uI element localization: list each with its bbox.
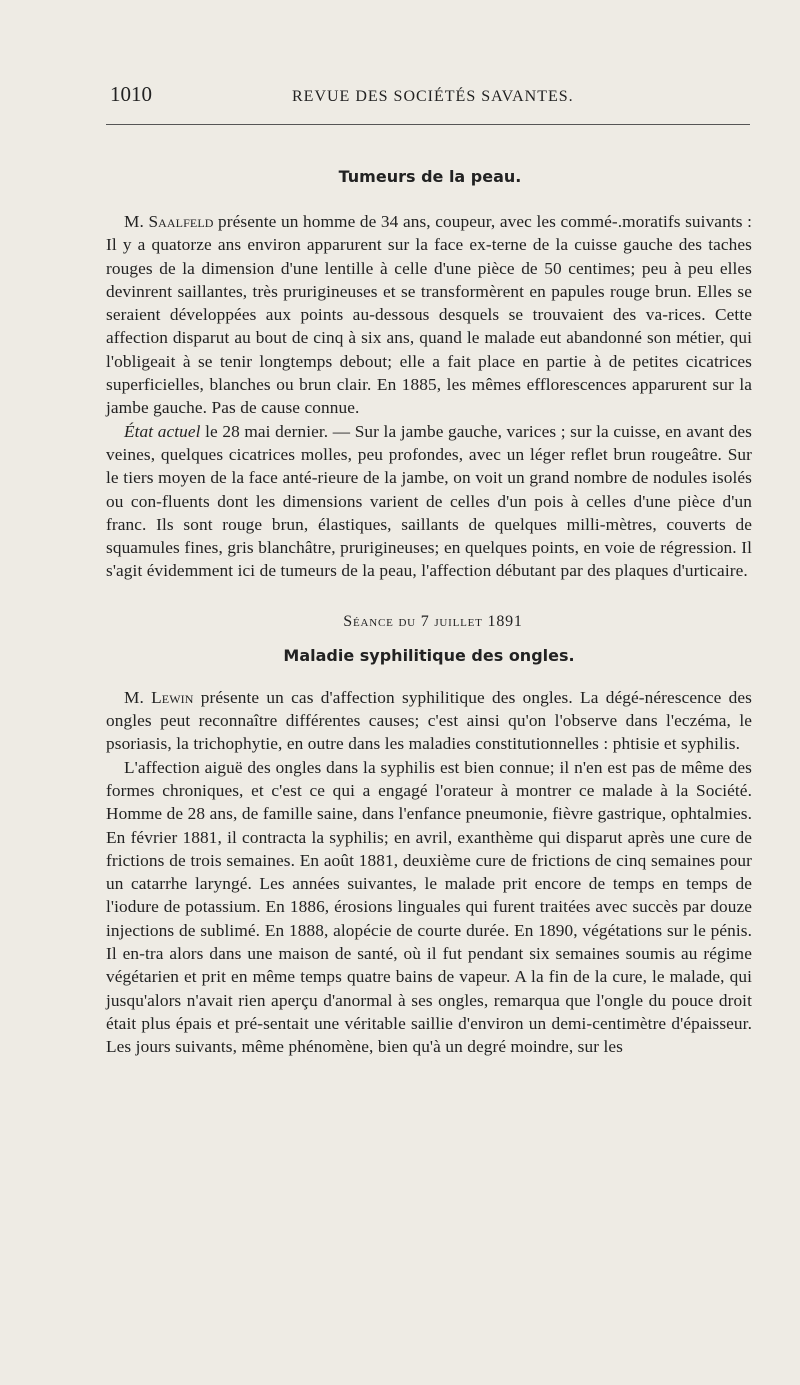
paragraph-prefix: M. — [124, 212, 149, 231]
running-title: REVUE DES SOCIÉTÉS SAVANTES. — [292, 88, 574, 105]
paragraph-etat-actuel — [106, 420, 752, 583]
section-title-ongles: Maladie syphilitique des ongles. — [283, 645, 575, 665]
author-name-saalfeld: Saalfeld — [148, 212, 214, 231]
seance-year: 1891 — [487, 612, 523, 630]
page-body — [106, 166, 752, 1059]
paragraph-text: présente un cas d'affection syphilitique des ongles. La dégé-nérescence des ongles peut reconnaître différentes causes; c'est ainsi qu'on l'observe dans l'eczéma, le psoriasis, la trichophytie, en outre dans les maladies constitutionnelles : phtisie et syphilis. — [106, 687, 752, 754]
paragraph-lewin — [106, 686, 752, 756]
author-name-lewin: Lewin — [151, 687, 194, 707]
paragraph-text: L'affection aiguë des ongles dans la syphilis est bien connue; il n'en est pas de même des formes chroniques, et c'est ce qui a engagé l'orateur à montrer ce malade à la Société. Homme de 28 ans, de famille saine, dans l'enfance pneumonie, fièvre gastrique, ophtalmies. En février 1881, il contracta la syphilis; en avril, exanthème qui disparut après une cure de frictions de trois semaines. En août 1881, deuxième cure de frictions de cinq semaines pour un catarrhe laryngé. Les années suivantes, le malade prit encore de temps en temps de l'iodure de potassium. En 1886, érosions linguales qui furent traitées avec succès par douze injections de sublimé. En 1888, alopécie de courte durée. En 1890, végétations sur le pénis. Il en-tra alors dans une maison de santé, où il fut pendant six semaines soumis au régime végétarien et prit en même temps quatre bains de vapeur. A la fin de la cure, le malade, qui jusqu'alors n'avait rien aperçu d'anormal à ses ongles, remarqua que l'ongle du pouce droit était plus épais et pré-sentait une véritable saillie d'environ un demi-centimètre d'épaisseur. Les jours suivants, même phénomène, bien qu'à un degré moindre, sur les — [106, 757, 752, 1057]
paragraph-saalfeld — [106, 210, 752, 420]
paragraph-lead-etat-actuel: État actuel — [124, 421, 201, 441]
seance-label: Séance du 7 juillet — [343, 612, 483, 630]
page-header — [110, 82, 750, 112]
page-number: 1010 — [110, 82, 152, 106]
paragraph-affection-aigue — [106, 756, 752, 1059]
paragraph-prefix: M. — [124, 687, 152, 707]
seance-heading — [106, 610, 752, 634]
header-rule — [106, 124, 750, 125]
section-title-tumeurs: Tumeurs de la peau. — [338, 167, 522, 186]
paragraph-text: présente un homme de 34 ans, coupeur, avec les commé-.moratifs suivants : Il y a quatorze ans environ apparurent sur la face ex-terne de la cuisse gauche des taches rouges de la dimension d'une lentille à celle d'une pièce de 50 centimes; peu à peu elles devinrent saillantes, très prurigineuses et se transformèrent en papules rouge brun. Elles se seraient développées aux points au-dessous desquels se trouvaient des va-rices. Cette affection disparut au bout de cinq à six ans, quand le malade eut abandonné son métier, qui l'obligeait à se tenir longtemps debout; elle a fait place en partie à de petites cicatrices superficielles, blanches ou brun clair. En 1885, les mêmes efflorescences apparurent sur la jambe gauche. Pas de cause connue. — [106, 212, 752, 418]
paragraph-text: le 28 mai dernier. — Sur la jambe gauche, varices ; sur la cuisse, en avant des veines, quelques cicatrices molles, peu profondes, avec un léger reflet brun rougeâtre. Sur le tiers moyen de la face anté-rieure de la jambe, on voit un grand nombre de nodules isolés ou con-fluents dont les dimensions varient de celles d'un pois à celles d'une pièce d'un franc. Ils sont rouge brun, élastiques, saillants de quelques milli-mètres, couverts de squamules fines, gris blanchâtre, prurigineuses; en quelques points, en voie de régression. Il s'agit évidemment ici de tumeurs de la peau, l'affection débutant par des plaques d'urticaire. — [106, 421, 752, 581]
